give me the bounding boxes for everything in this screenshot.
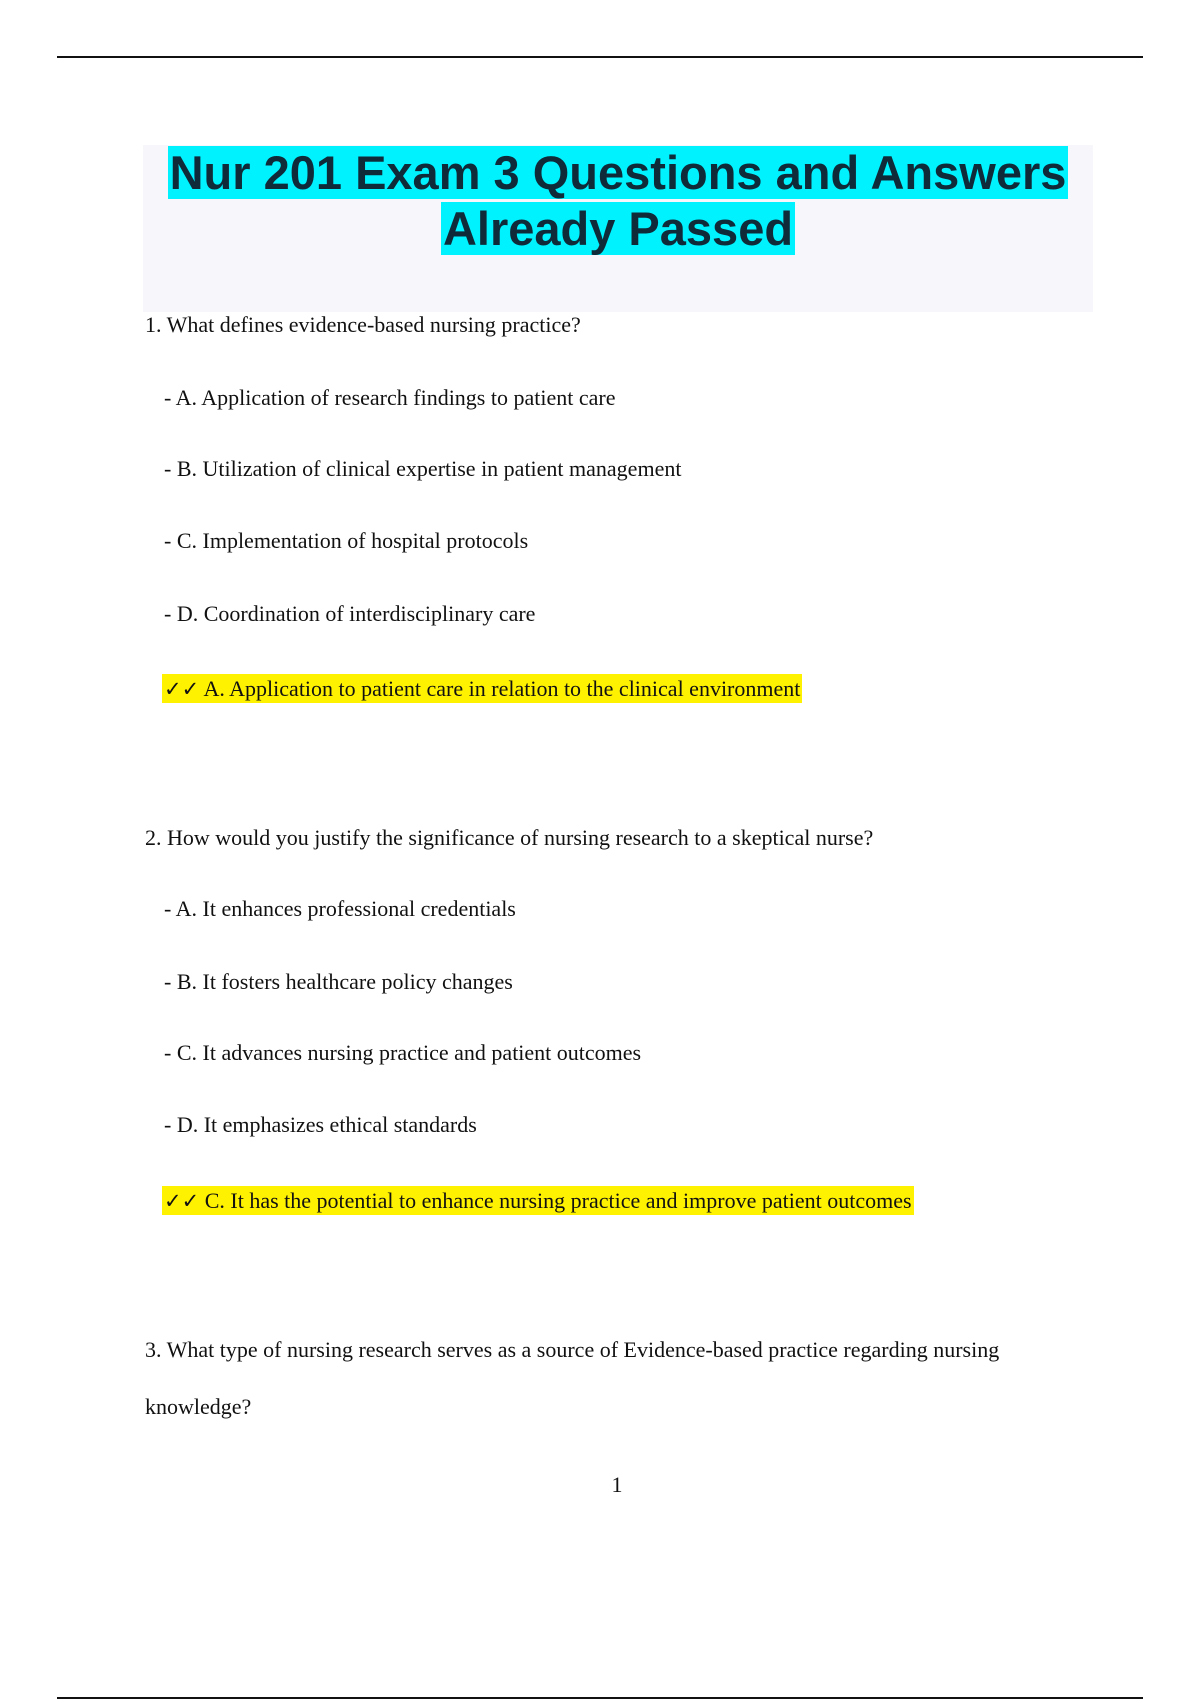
question-3-line-2: knowledge? [145,1394,252,1419]
title-line-1: Nur 201 Exam 3 Questions and Answers [169,146,1067,199]
question-2-option-d: - D. It emphasizes ethical standards [164,1112,477,1137]
double-check-icon: ✓✓ [164,1189,200,1213]
header-rule [57,56,1143,58]
question-1: 1. What defines evidence-based nursing practice? [145,312,581,337]
question-1-option-c: - C. Implementation of hospital protocols [164,528,529,553]
document-title [143,145,1093,312]
footer-rule [57,1697,1143,1699]
question-1-answer-text: A. Application to patient care in relation to the clinical environment [203,676,801,701]
title-line-2: Already Passed [442,202,794,255]
question-1-answer [162,675,802,703]
question-2-answer [162,1187,914,1215]
question-2-answer-text: C. It has the potential to enhance nursing practice and improve patient outcomes [204,1188,912,1213]
question-2-option-c: - C. It advances nursing practice and patient outcomes [164,1040,642,1065]
question-2: 2. How would you justify the significance of nursing research to a skeptical nurse? [145,825,874,850]
question-1-option-b: - B. Utilization of clinical expertise in patient management [164,456,682,481]
question-1-option-d: - D. Coordination of interdisciplinary care [164,601,536,626]
double-check-icon: ✓✓ [164,677,200,701]
page-number: 1 [611,1472,623,1497]
question-2-option-b: - B. It fosters healthcare policy changes [164,969,513,994]
question-2-option-a: - A. It enhances professional credentials [164,896,516,921]
question-1-option-a: - A. Application of research findings to patient care [164,385,616,410]
question-3-line-1: 3. What type of nursing research serves as a source of Evidence-based practice regarding nursing [145,1337,1000,1362]
